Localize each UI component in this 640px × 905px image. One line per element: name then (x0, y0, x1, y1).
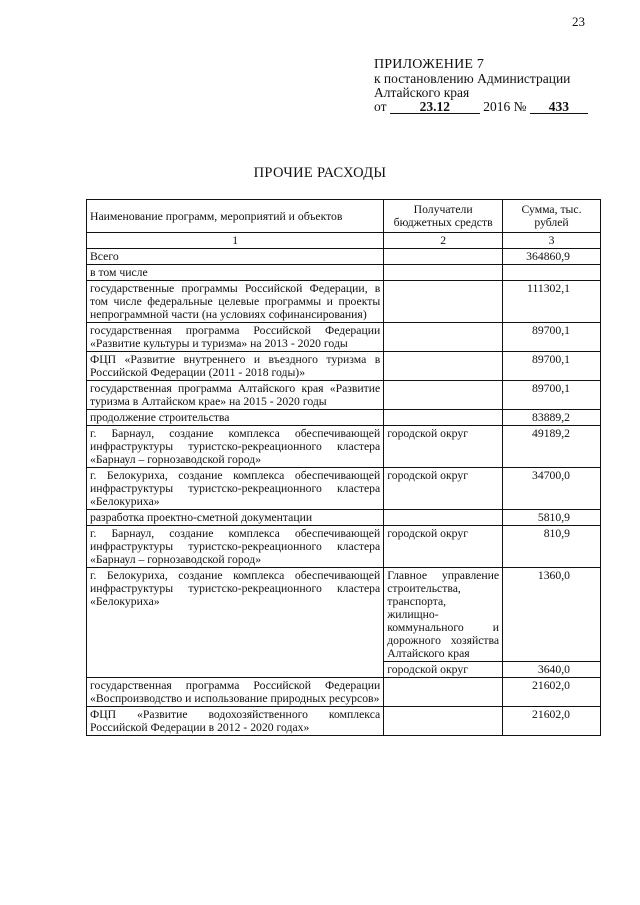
row-recipient: городской округ (384, 526, 503, 568)
row-recipient (384, 323, 503, 352)
year-and-number-sign: 2016 № (483, 99, 527, 114)
table-row (87, 281, 601, 323)
row-recipient: городской округ (384, 468, 503, 510)
decree-date: 23.12 (390, 100, 480, 114)
table-row (87, 707, 601, 736)
row-recipient (384, 410, 503, 426)
index-cell-3: 3 (503, 233, 601, 249)
table-row (87, 468, 601, 510)
table-row (87, 568, 601, 662)
row-sum: 3640,0 (503, 662, 601, 678)
document-title: ПРОЧИЕ РАСХОДЫ (253, 165, 387, 181)
table-row (87, 249, 601, 265)
row-name: ФЦП «Развитие водохозяйственного комплекса Российской Федерации в 2012 - 2020 годах» (87, 707, 384, 736)
table-row (87, 510, 601, 526)
table-row (87, 426, 601, 468)
table-row (87, 323, 601, 352)
row-sum: 89700,1 (503, 381, 601, 410)
row-sum (503, 265, 601, 281)
row-recipient: городской округ (384, 662, 503, 678)
row-recipient: городской округ (384, 426, 503, 468)
decree-number: 433 (530, 100, 588, 114)
row-name: в том числе (87, 265, 384, 281)
row-sum: 364860,9 (503, 249, 601, 265)
row-name: г. Белокуриха, создание комплекса обеспечивающей инфраструктуры туристско-рекреационного кластера «Белокуриха» (87, 568, 384, 678)
row-recipient (384, 281, 503, 323)
row-recipient (384, 249, 503, 265)
row-name: государственная программа Российской Федерации «Развитие культуры и туризма» на 2013 - 2020 годы (87, 323, 384, 352)
row-name: г. Барнаул, создание комплекса обеспечивающей инфраструктуры туристско-рекреационного кластера «Барнаул – горнозаводской город» (87, 526, 384, 568)
row-name: г. Барнаул, создание комплекса обеспечивающей инфраструктуры туристско-рекреационного кластера «Барнаул – горнозаводской город» (87, 426, 384, 468)
row-sum: 21602,0 (503, 707, 601, 736)
expenses-table (86, 199, 601, 736)
row-recipient (384, 352, 503, 381)
row-recipient (384, 265, 503, 281)
page-number: 23 (572, 14, 585, 29)
row-name: продолжение строительства (87, 410, 384, 426)
appendix-date-line (374, 100, 614, 114)
row-name: Всего (87, 249, 384, 265)
row-name: ФЦП «Развитие внутреннего и въездного туризма в Российской Федерации (2011 - 2018 годы)» (87, 352, 384, 381)
row-sum: 83889,2 (503, 410, 601, 426)
appendix-title: ПРИЛОЖЕНИЕ 7 (374, 57, 485, 72)
row-sum: 89700,1 (503, 352, 601, 381)
index-cell-2: 2 (384, 233, 503, 249)
table-row (87, 410, 601, 426)
row-name: разработка проектно-сметной документации (87, 510, 384, 526)
row-sum: 810,9 (503, 526, 601, 568)
table-row (87, 352, 601, 381)
row-name: г. Белокуриха, создание комплекса обеспечивающей инфраструктуры туристско-рекреационного кластера «Белокуриха» (87, 468, 384, 510)
row-recipient (384, 707, 503, 736)
from-prefix: от (374, 99, 387, 114)
row-recipient (384, 678, 503, 707)
row-recipient: Главное управление строительства, транспорта, жилищно-коммунального и дорожного хозяйства Алтайского края (384, 568, 503, 662)
table-row (87, 678, 601, 707)
row-name: государственная программа Алтайского края «Развитие туризма в Алтайском крае» на 2015 - 2020 годы (87, 381, 384, 410)
row-recipient (384, 510, 503, 526)
header-recipients: Получатели бюджетных средств (384, 200, 503, 233)
row-recipient (384, 381, 503, 410)
row-sum: 5810,9 (503, 510, 601, 526)
table-index-row (87, 233, 601, 249)
table-row (87, 265, 601, 281)
table-header-row (87, 200, 601, 233)
row-name: государственные программы Российской Федерации, в том числе федеральные целевые программы и проекты непрограммной части (на условиях софинансирования) (87, 281, 384, 323)
index-cell-1: 1 (87, 233, 384, 249)
header-name: Наименование программ, мероприятий и объектов (87, 200, 384, 233)
table-row (87, 526, 601, 568)
row-sum: 21602,0 (503, 678, 601, 707)
row-sum: 89700,1 (503, 323, 601, 352)
row-sum: 49189,2 (503, 426, 601, 468)
appendix-line-2: Алтайского края (374, 85, 470, 100)
appendix-header (374, 58, 614, 114)
row-name: государственная программа Российской Федерации «Воспроизводство и использование природных ресурсов» (87, 678, 384, 707)
row-sum: 111302,1 (503, 281, 601, 323)
appendix-line-1: к постановлению Администрации (374, 71, 571, 86)
row-sum: 1360,0 (503, 568, 601, 662)
table-row (87, 381, 601, 410)
row-sum: 34700,0 (503, 468, 601, 510)
header-sum: Сумма, тыс. рублей (503, 200, 601, 233)
